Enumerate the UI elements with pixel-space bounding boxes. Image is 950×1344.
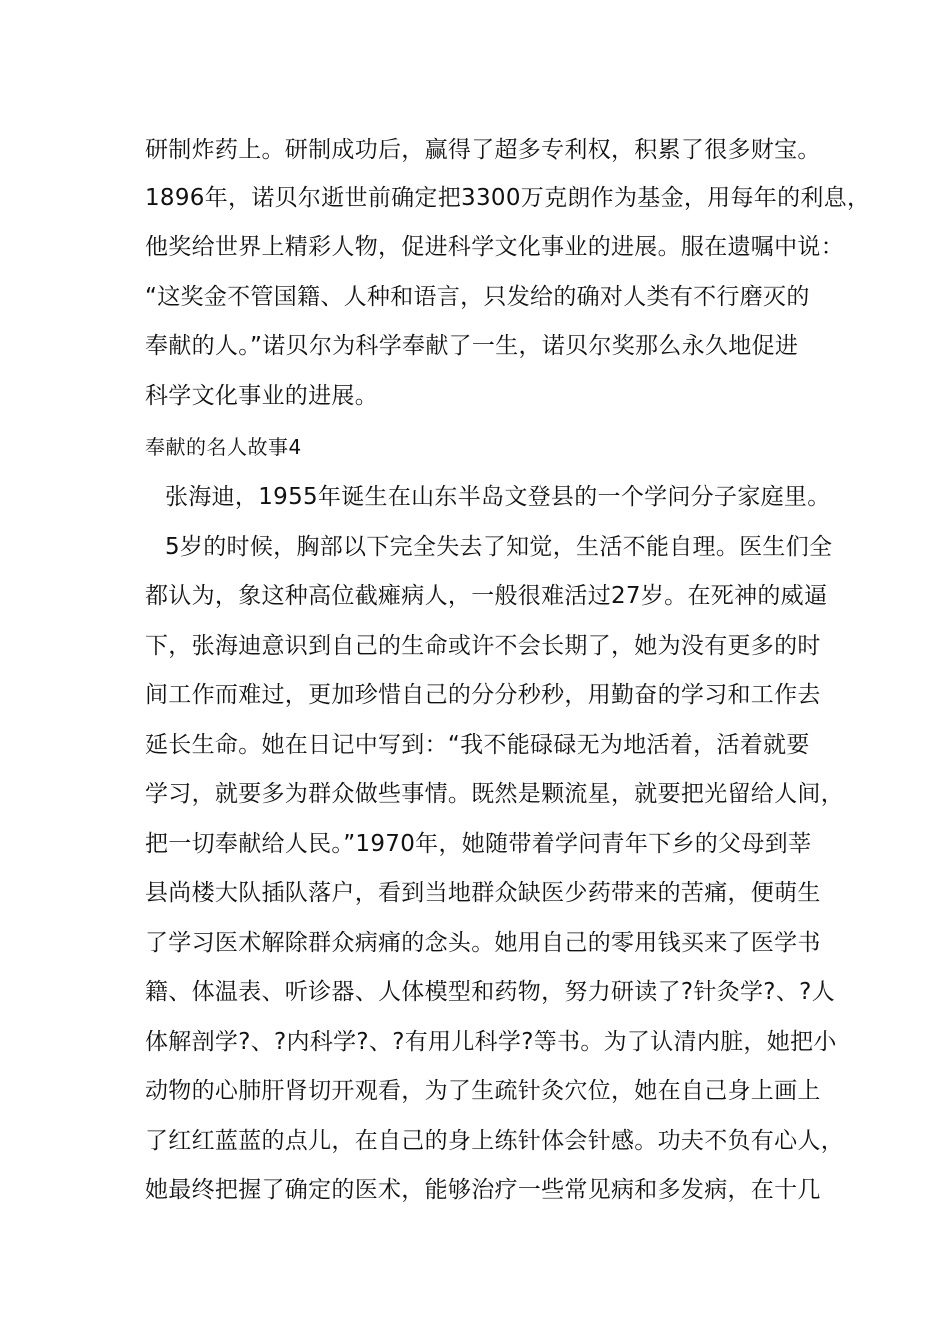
- paragraph-line-2: 1896年，诺贝尔逝世前确定把3300万克朗作为基金，用每年的利息，: [145, 185, 871, 211]
- story-line-12: 体解剖学?、?内科学?、?有用儿科学?等书。为了认清内脏，她把小: [145, 1029, 837, 1055]
- story-line-1: 张海迪，1955年诞生在山东半岛文登县的一个学问分子家庭里。: [165, 484, 831, 510]
- story-line-4: 下，张海迪意识到自己的生命或许不会长期了，她为没有更多的时: [145, 633, 821, 659]
- story-line-15: 她最终把握了确定的医术，能够治疗一些常见病和多发病，在十几: [145, 1177, 821, 1203]
- story-line-11: 籍、体温表、听诊器、人体模型和药物，努力研读了?针灸学?、?人: [145, 979, 835, 1005]
- story-line-3: 都认为，象这种高位截瘫病人，一般很难活过27岁。在死神的威逼: [145, 583, 828, 609]
- paragraph-line-6: 科学文化事业的进展。: [145, 383, 378, 409]
- story-line-8: 把一切奉献给人民。”1970年，她随带着学问青年下乡的父母到莘: [145, 831, 812, 857]
- story-line-14: 了红红蓝蓝的点儿，在自己的身上练针体会针感。功夫不负有心人，: [145, 1128, 844, 1154]
- paragraph-line-3: 他奖给世界上精彩人物，促进科学文化事业的进展。服在遗嘱中说：: [145, 234, 844, 260]
- story-line-6: 延长生命。她在日记中写到：“我不能碌碌无为地活着，活着就要: [145, 732, 810, 758]
- story-line-7: 学习，就要多为群众做些事情。既然是颗流星，就要把光留给人间，: [145, 781, 844, 807]
- story-line-13: 动物的心肺肝肾切开观看，为了生疏针灸穴位，她在自己身上画上: [145, 1078, 821, 1104]
- story-line-10: 了学习医术解除群众病痛的念头。她用自己的零用钱买来了医学书: [145, 930, 821, 956]
- paragraph-line-1: 研制炸药上。研制成功后，赢得了超多专利权，积累了很多财宝。: [145, 137, 821, 163]
- paragraph-line-4: “这奖金不管国籍、人种和语言，只发给的确对人类有不行磨灭的: [145, 284, 810, 310]
- paragraph-line-5: 奉献的人。”诺贝尔为科学奉献了一生，诺贝尔奖那么永久地促进: [145, 333, 799, 359]
- section-heading: 奉献的名人故事4: [145, 435, 302, 459]
- story-line-9: 县尚楼大队插队落户，看到当地群众缺医少药带来的苦痛，便萌生: [145, 880, 821, 906]
- story-line-2: 5岁的时候，胸部以下完全失去了知觉，生活不能自理。医生们全: [165, 534, 833, 560]
- story-line-5: 间工作而难过，更加珍惜自己的分分秒秒，用勤奋的学习和工作去: [145, 682, 821, 708]
